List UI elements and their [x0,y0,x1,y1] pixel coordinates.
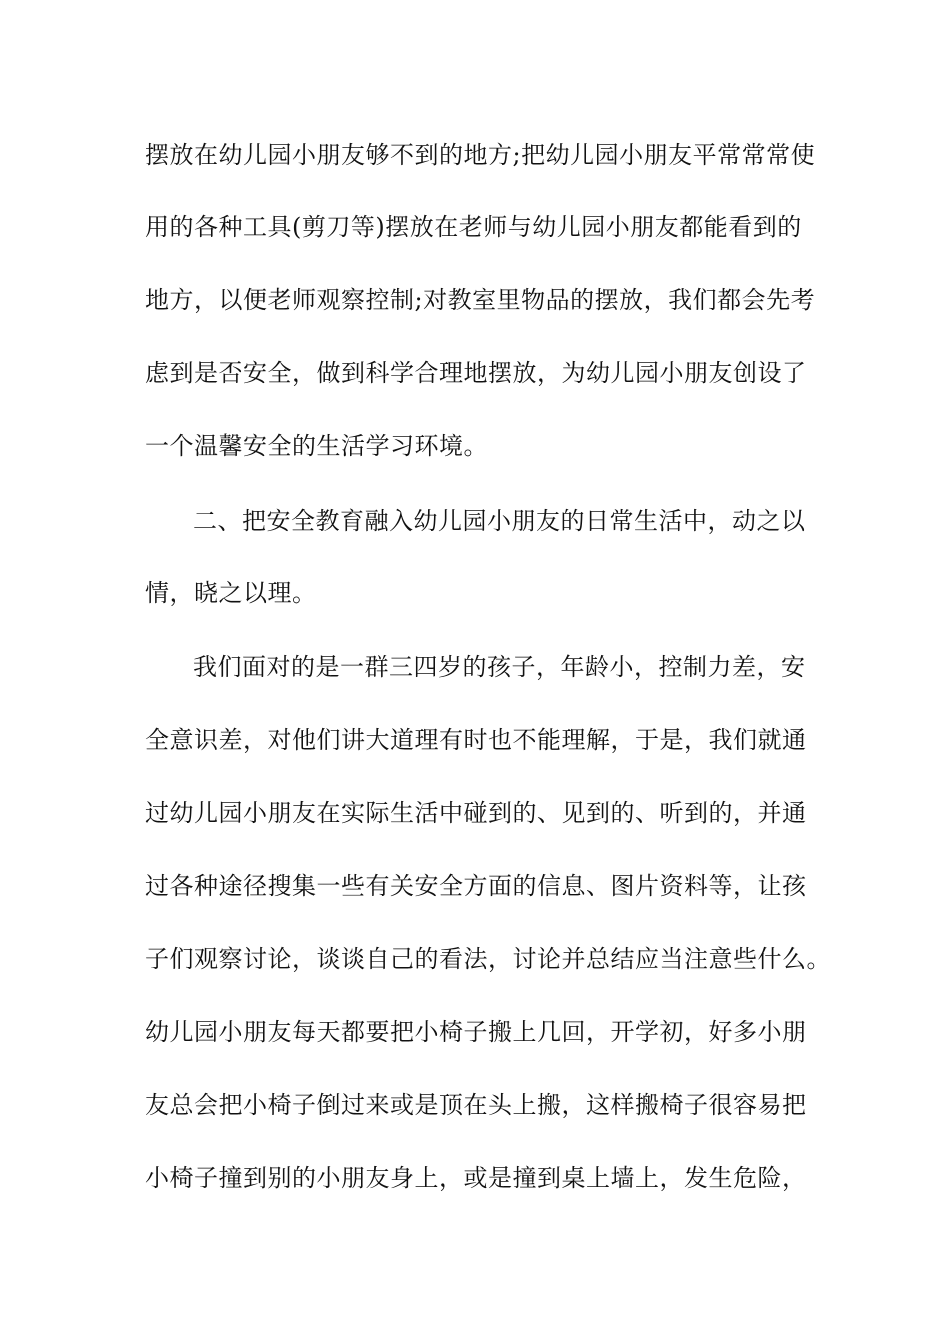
text-line: 用的各种工具(剪刀等)摆放在老师与幼儿园小朋友都能看到的 [145,213,802,241]
text-line: 虑到是否安全，做到科学合理地摆放，为幼儿园小朋友创设了 [145,359,807,387]
text-line: 过幼儿园小朋友在实际生活中碰到的、见到的、听到的，并通 [145,799,807,827]
text-line: 小椅子撞到别的小朋友身上，或是撞到桌上墙上，发生危险， [145,1164,807,1192]
text-line: 幼儿园小朋友每天都要把小椅子搬上几回，开学初，好多小朋 [145,1018,807,1046]
text-line: 我们面对的是一群三四岁的孩子，年龄小，控制力差，安 [193,653,806,681]
text-line: 一个温馨安全的生活学习环境。 [145,432,488,460]
text-line: 子们观察讨论，谈谈自己的看法，讨论并总结应当注意些什么。 [145,945,831,973]
text-line: 地方，以便老师观察控制;对教室里物品的摆放，我们都会先考 [145,286,816,314]
text-line: 友总会把小椅子倒过来或是顶在头上搬，这样搬椅子很容易把 [145,1091,807,1119]
section-heading-line: 情，晓之以理。 [145,579,317,607]
text-line: 摆放在幼儿园小朋友够不到的地方;把幼儿园小朋友平常常常使 [145,141,816,169]
text-line: 全意识差，对他们讲大道理有时也不能理解，于是，我们就通 [145,726,807,754]
section-heading-line: 二、把安全教育融入幼儿园小朋友的日常生活中，动之以 [193,507,806,535]
text-line: 过各种途径搜集一些有关安全方面的信息、图片资料等，让孩 [145,872,807,900]
